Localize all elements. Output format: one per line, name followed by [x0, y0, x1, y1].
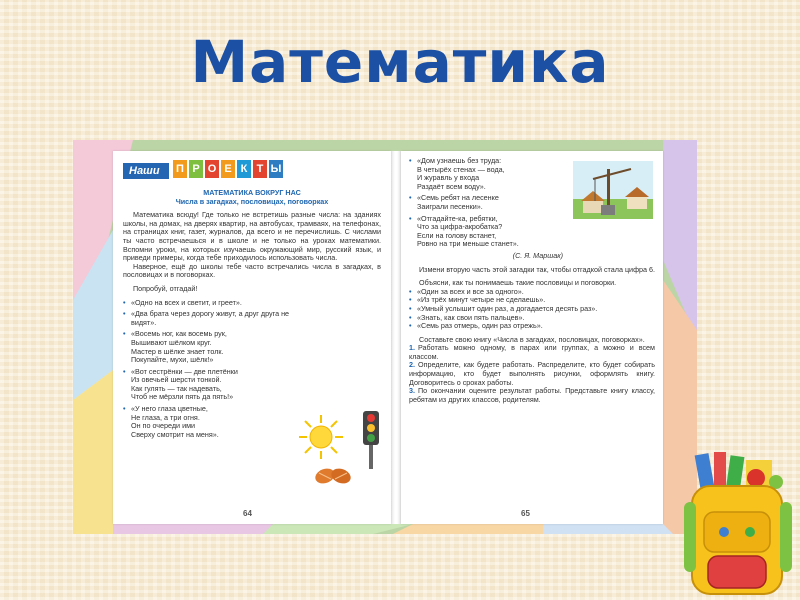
- riddle-line: • «Одно на всех и светит, и греет».: [123, 299, 291, 308]
- riddle-line: Раздаёт всем воду».: [417, 181, 486, 191]
- step-number: 2.: [409, 360, 415, 370]
- riddle-line: • «Отгадайте-ка, ребятки,: [409, 215, 567, 224]
- sun-icon: [297, 413, 345, 461]
- riddle-item: [123, 299, 291, 308]
- task-make-book: Составьте свою книгу «Числа в загадках, пословицах, поговорках».: [419, 334, 645, 344]
- page-number-right: 65: [521, 509, 530, 518]
- step-number: 3.: [409, 386, 415, 396]
- task-proverbs: Объясни, как ты понимаешь такие пословицы и поговорки.: [419, 278, 617, 288]
- banner-letter: Ы: [269, 160, 283, 178]
- proverbs-list: [409, 288, 655, 331]
- riddle-item: [123, 405, 291, 439]
- riddle-line: Сверху смотрит на меня».: [131, 429, 219, 439]
- banner-letter: О: [205, 160, 219, 178]
- well-icon: [573, 161, 653, 219]
- riddle-line: И журавль у входа: [417, 173, 480, 183]
- riddle-line: Мастер в шёлке знает толк.: [131, 346, 224, 356]
- steps-list: [409, 344, 655, 404]
- riddle-line: Ровно на три меньше станет».: [417, 239, 519, 249]
- right-page: [401, 151, 663, 524]
- riddle-line: В четырёх стенах — вода,: [417, 164, 505, 174]
- banner-nashi: Наши: [123, 163, 169, 179]
- riddle-line: Он по очереди ими: [131, 421, 196, 431]
- mittens-icon: [313, 463, 353, 487]
- proverb-item: • «Умный услышит один раз, а догадается десять раз».: [409, 305, 655, 314]
- second-paragraph: Наверное, ещё до школы тебе часто встречались числа в загадках, в пословицах и в поговорках.: [123, 261, 381, 280]
- riddle-line: Не глаза, а три огня.: [131, 412, 200, 422]
- banner-letter: К: [237, 160, 251, 178]
- riddle-item: [123, 310, 291, 327]
- step-number: 1.: [409, 343, 415, 353]
- banner-letter: Р: [189, 160, 203, 178]
- banner-letters: [173, 160, 283, 178]
- step-text: Работать можно одному, в парах или группах, а можно и всем классом.: [409, 343, 655, 361]
- riddle-item: [409, 157, 567, 191]
- left-page: [113, 151, 391, 524]
- task-change-riddle: Измени вторую часть этой загадки так, чтобы отгадкой стала цифра 6.: [419, 264, 655, 274]
- projects-banner: [123, 159, 381, 183]
- step-item: [409, 387, 655, 404]
- riddle-item: [409, 215, 567, 249]
- right-riddles-list: [409, 157, 567, 249]
- step-text: Определите, как будете работать. Распределите, кто будет собирать информацию, кто будет выполнять рисунки, оформлять книгу. Договоритесь о сроках работы.: [409, 360, 655, 387]
- riddle-item: [409, 194, 567, 211]
- riddle-line: • «Семь ребят на лесенке: [409, 194, 567, 203]
- riddle-line: Из овечьей шерсти тонкой.: [131, 375, 222, 385]
- backpack-icon: [684, 452, 792, 598]
- page-number-left: 64: [243, 509, 252, 518]
- slide-title: Математика: [190, 28, 610, 96]
- left-riddles-list: [123, 299, 291, 440]
- book-spine: [391, 151, 401, 524]
- traffic-light-icon: [360, 409, 382, 469]
- proverb-item: • «Семь раз отмерь, один раз отрежь».: [409, 322, 655, 331]
- banner-letter: П: [173, 160, 187, 178]
- riddle-line: Что за цифра-акробатка?: [417, 222, 503, 232]
- riddle-item: [123, 330, 291, 364]
- riddle-line: Покупайте, мухи, шёлк!»: [131, 355, 214, 365]
- riddle-line: Если на голову встанет,: [417, 230, 497, 240]
- proverb-item: • «Из трёх минут четыре не сделаешь».: [409, 296, 655, 305]
- intro-paragraph: Математика всюду! Где только не встретишь разные числа: на зданиях школы, на домах, на дверях квартир, на автобусах, трамваях, на телефонах, на страницах книг, газет, журналов, да всего и не перечислишь. С числами ты часто встречаешься и в школе и не только на уроках математики. Вспомни уроки, на которых изучаешь окружающий мир, русский язык, и приведи примеры, когда тебе приходилось использовать числа.: [123, 210, 381, 263]
- riddle-line: Заиграли песенки».: [417, 201, 483, 211]
- banner-letter: Е: [221, 160, 235, 178]
- riddle-item: [123, 368, 291, 402]
- riddle-line: • «Дом узнаешь без труда:: [409, 157, 567, 166]
- step-item: [409, 361, 655, 387]
- riddle-line: Вышивают шёлком круг.: [131, 337, 212, 347]
- riddle-line: • «Вот сестрёнки — две плетёнки: [123, 368, 291, 377]
- riddle-line: Как гулять — так надевать,: [131, 383, 222, 393]
- riddle-line: Чтоб не мёрзли пять да пять!»: [131, 392, 234, 402]
- page-heading: МАТЕМАТИКА ВОКРУГ НАС: [203, 188, 301, 197]
- banner-letter: Т: [253, 160, 267, 178]
- proverb-item: • «Один за всех и все за одного».: [409, 288, 655, 297]
- proverb-item: • «Знать, как свои пять пальцев».: [409, 314, 655, 323]
- step-text: По окончании оцените результат работы. Представьте книгу классу, ребятам из других классов, родителям.: [409, 386, 655, 404]
- page-subheading: Числа в загадках, пословицах, поговорках: [175, 196, 329, 206]
- textbook-spread: [73, 140, 697, 534]
- riddle-line: • «У него глаза цветные,: [123, 405, 291, 414]
- riddle-line: • «Два брата через дорогу живут, а друг друга не видят».: [123, 310, 291, 327]
- author-credit: (С. Я. Маршак): [512, 250, 563, 260]
- step-item: [409, 344, 655, 361]
- riddle-line: • «Восемь ног, как восемь рук,: [123, 330, 291, 339]
- riddle-prompt: Попробуй, отгадай!: [133, 283, 198, 293]
